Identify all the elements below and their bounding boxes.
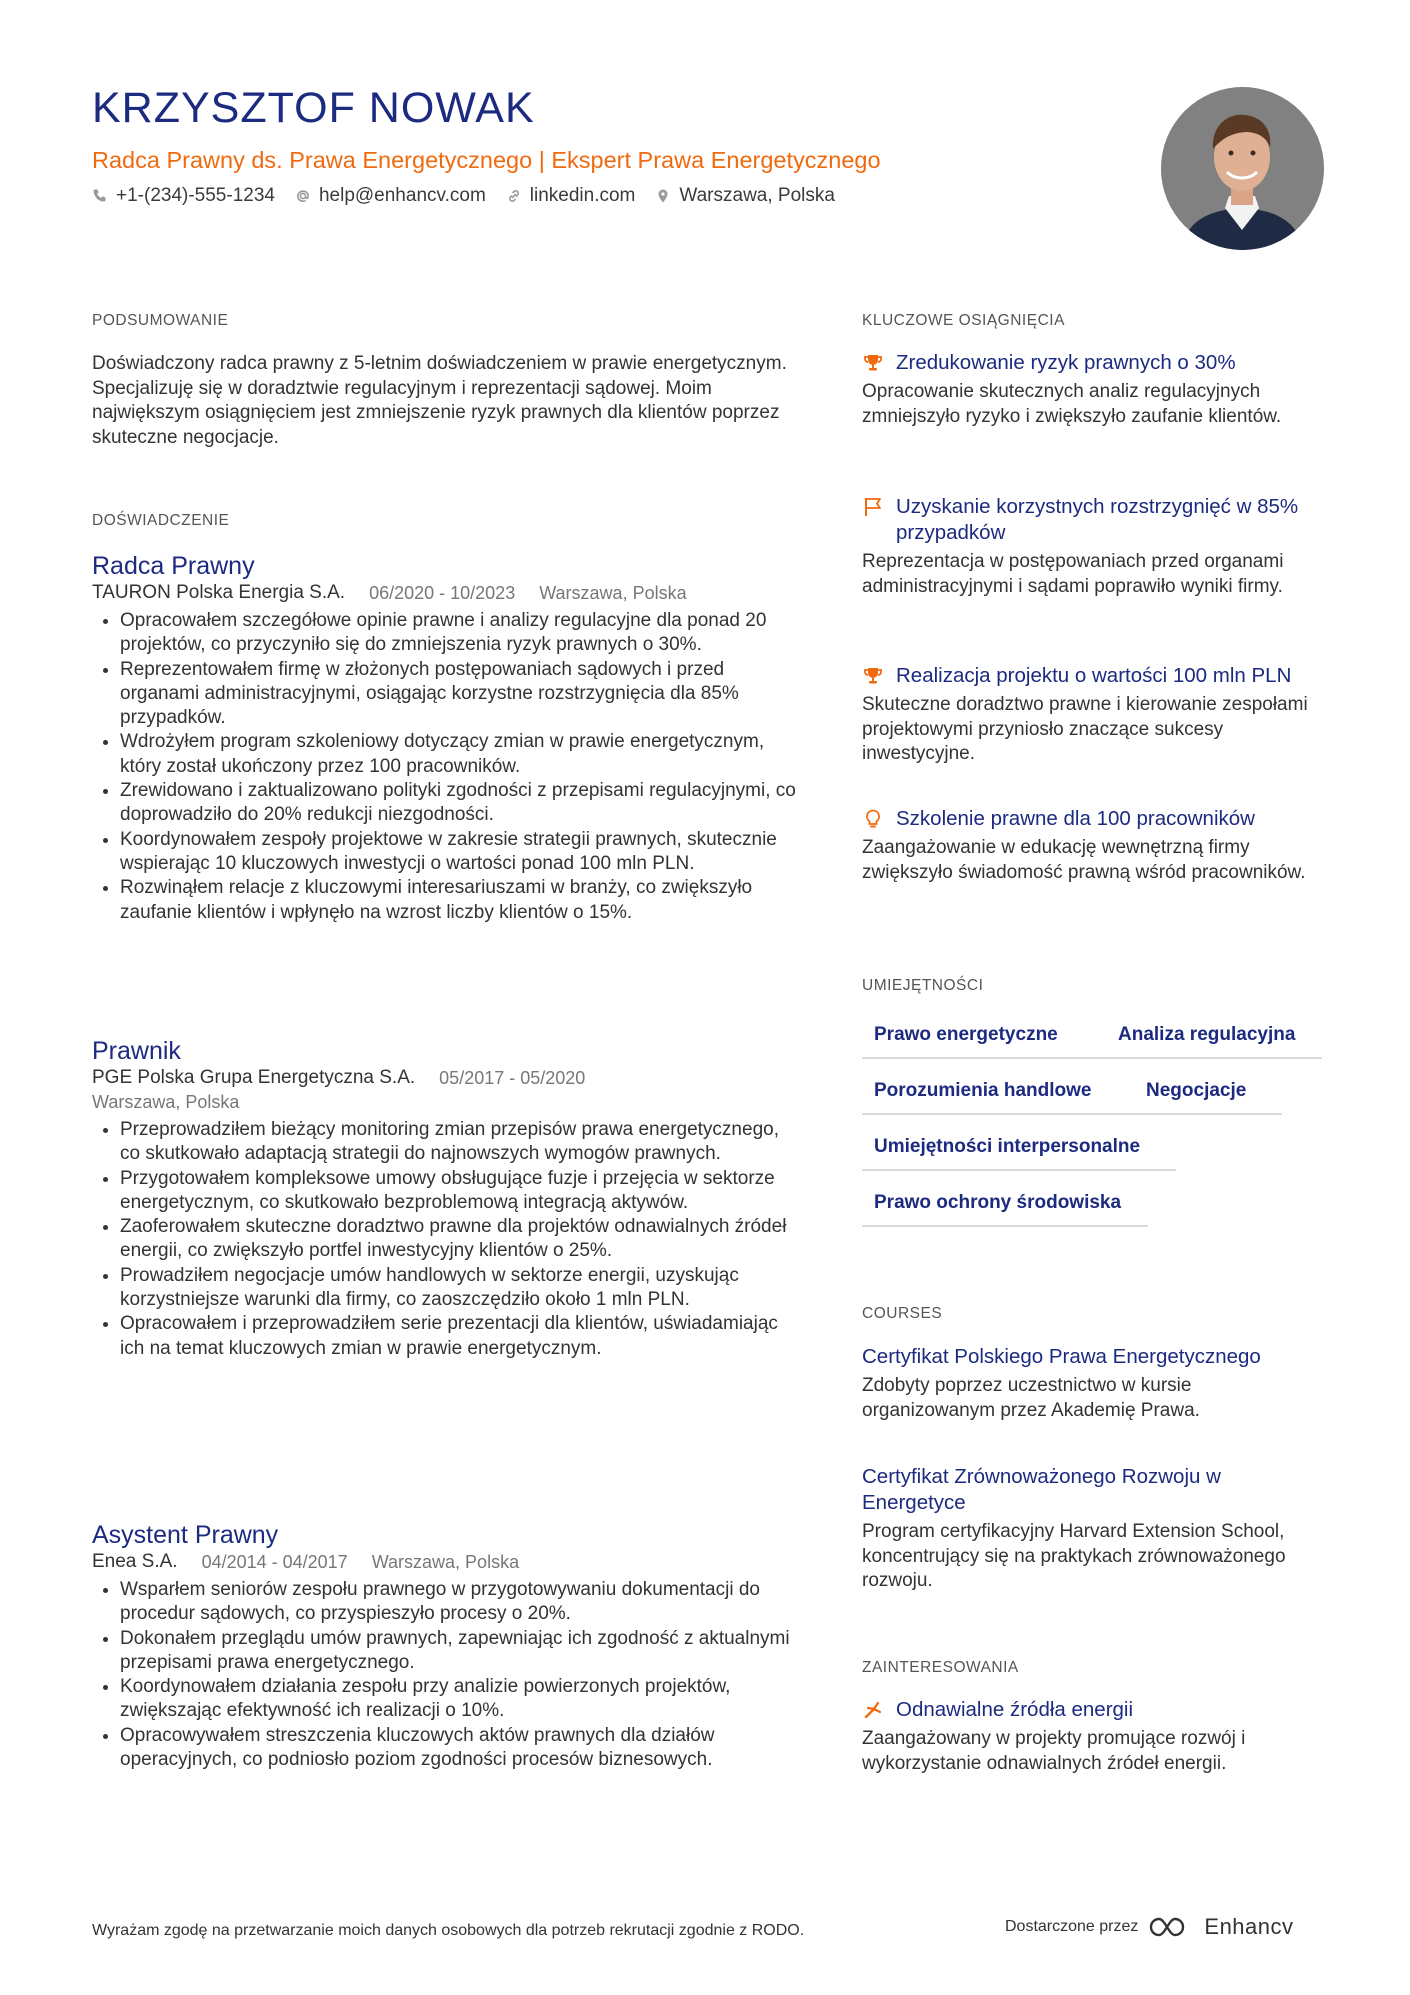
achievement-title: Szkolenie prawne dla 100 pracowników bbox=[896, 807, 1255, 830]
achievement-desc: Opracowanie skutecznych analiz regulacyjnych zmniejszyło ryzyko i zwiększyło zaufanie klientów. bbox=[862, 381, 1282, 427]
job-bullet: • Przeprowadziłem bieżący monitoring zmian przepisów prawa energetycznego, co skutkowało adaptacją strategii do najnowszych wymogów prawnych. bbox=[120, 1118, 797, 1167]
experience-section-title: DOŚWIADCZENIE bbox=[92, 512, 230, 529]
job-meta bbox=[92, 1066, 797, 1114]
profile-photo bbox=[1161, 87, 1324, 250]
enhancv-brand: Enhancv bbox=[1204, 1914, 1294, 1939]
summary-section-title: PODSUMOWANIE bbox=[92, 312, 229, 329]
trophy-icon bbox=[862, 665, 884, 687]
achievement-desc: Zaangażowanie w edukację wewnętrzną firmy zwiększyło świadomość prawną wśród pracowników. bbox=[862, 837, 1306, 883]
job-entry bbox=[92, 551, 797, 925]
renewable-energy-icon bbox=[862, 1699, 884, 1721]
job-bullet: • Zaoferowałem skuteczne doradztwo prawne dla projektów odnawialnych źródeł energii, co zwiększyło portfel inwestycyjny klientów o 25%. bbox=[120, 1215, 797, 1264]
phone-text: +1-(234)-555-1234 bbox=[116, 185, 275, 206]
location-text: Warszawa, Polska bbox=[679, 185, 835, 206]
lightbulb-icon bbox=[862, 808, 884, 830]
job-bullet: • Przygotowałem kompleksowe umowy obsługujące fuzje i przejęcia w sektorze energetycznym, co skutkowało bezproblemową integracją aktywów. bbox=[120, 1167, 797, 1216]
job-bullet: • Koordynowałem zespoły projektowe w zakresie strategii prawnych, skutecznie wspierając 10 kluczowych inwestycji o wartości ponad 100 mln PLN. bbox=[120, 828, 797, 877]
achievement-title: Uzyskanie korzystnych rozstrzygnięć w 85% przypadków bbox=[896, 495, 1299, 544]
headline: Radca Prawny ds. Prawa Energetycznego | Ekspert Prawa Energetycznego bbox=[92, 147, 881, 173]
enhancv-logo-icon bbox=[1148, 1915, 1194, 1939]
flag-icon bbox=[862, 496, 884, 518]
job-bullet: • Rozwinąłem relacje z kluczowymi interesariuszami w branży, co zwiększyło zaufanie klientów i wpłynęło na wzrost liczby klientów o 15%. bbox=[120, 876, 797, 925]
contact-bar bbox=[92, 185, 835, 207]
job-dates: 05/2017 - 05/2020 bbox=[439, 1068, 586, 1088]
job-bullet: • Wdrożyłem program szkoleniowy dotyczący zmian w prawie energetycznym, który został ukończony przez 100 pracowników. bbox=[120, 730, 797, 779]
skill-tag: Negocjacje bbox=[1134, 1079, 1282, 1115]
skill-tag: Porozumienia handlowe bbox=[862, 1079, 1134, 1115]
summary-text: Doświadczony radca prawny z 5-letnim doświadczeniem w prawie energetycznym. Specjalizuję się w doradztwie regulacyjnym i reprezentacji sądowej. Moim największym osiągnięciem jest zmniejszenie ryzyk prawnych dla klientów poprzez skuteczne negocjacje. bbox=[92, 353, 787, 448]
job-location: Warszawa, Polska bbox=[371, 1552, 520, 1572]
phone-icon bbox=[92, 188, 108, 204]
job-bullets bbox=[92, 609, 797, 925]
job-location: Warszawa, Polska bbox=[539, 583, 687, 603]
powered-by[interactable] bbox=[1005, 1914, 1294, 1940]
achievement-title: Zredukowanie ryzyk prawnych o 30% bbox=[896, 351, 1236, 374]
achievement-desc: Reprezentacja w postępowaniach przed organami administracyjnymi i sądami poprawiło wyniki firmy. bbox=[862, 551, 1284, 597]
contact-email[interactable] bbox=[295, 185, 486, 207]
candidate-name: KRZYSZTOF NOWAK bbox=[92, 84, 535, 132]
job-company: PGE Polska Grupa Energetyczna S.A. bbox=[92, 1067, 416, 1088]
job-bullet: • Opracowywałem streszczenia kluczowych aktów prawnych dla działów operacyjnych, co podniosło poziom zgodności procesów biznesowych. bbox=[120, 1724, 797, 1773]
job-title: Radca Prawny bbox=[92, 552, 255, 580]
job-bullet: • Reprezentowałem firmę w złożonych postępowaniach sądowych i przed organami administracyjnymi, osiągając korzystne rozstrzygnięcia dla 85% przypadków. bbox=[120, 658, 797, 731]
job-location: Warszawa, Polska bbox=[92, 1092, 240, 1112]
job-bullet: • Prowadziłem negocjacje umów handlowych w sektorze energii, uzyskując korzystniejsze warunki dla firmy, co zaoszczędziło około 1 mln PLN. bbox=[120, 1264, 797, 1313]
job-title: Asystent Prawny bbox=[92, 1521, 279, 1549]
job-entry bbox=[92, 1036, 797, 1361]
interests-section-title: ZAINTERESOWANIA bbox=[862, 1659, 1019, 1676]
gdpr-consent: Wyrażam zgodę na przetwarzanie moich danych osobowych dla potrzeb rekrutacji zgodnie z RODO. bbox=[92, 1922, 805, 1939]
job-bullet: • Wsparłem seniorów zespołu prawnego w przygotowywaniu dokumentacji do procedur sądowych, co przyspieszyło procesy o 20%. bbox=[120, 1578, 797, 1627]
course-desc: Zdobyty poprzez uczestnictwo w kursie organizowanym przez Akademię Prawa. bbox=[862, 1375, 1200, 1421]
achievement-item bbox=[862, 350, 1332, 429]
achievements-section-title: KLUCZOWE OSIĄGNIĘCIA bbox=[862, 312, 1065, 329]
interest-title: Odnawialne źródła energii bbox=[896, 1698, 1134, 1721]
achievement-item bbox=[862, 663, 1332, 767]
job-company: TAURON Polska Energia S.A. bbox=[92, 582, 346, 603]
interest-item bbox=[862, 1697, 1332, 1776]
skill-tag: Umiejętności interpersonalne bbox=[862, 1135, 1176, 1171]
location-pin-icon bbox=[655, 188, 671, 204]
job-bullets bbox=[92, 1578, 797, 1772]
job-bullet: • Opracowałem szczegółowe opinie prawne i analizy regulacyjne dla ponad 20 projektów, co przyczyniło się do zmniejszenia ryzyk prawnych o 30%. bbox=[120, 609, 797, 658]
job-meta bbox=[92, 1550, 797, 1574]
skills-section-title: UMIEJĘTNOŚCI bbox=[862, 977, 984, 994]
job-dates: 06/2020 - 10/2023 bbox=[369, 583, 516, 603]
job-bullet: • Koordynowałem działania zespołu przy analizie powierzonych projektów, zwiększając efektywność ich realizacji o 10%. bbox=[120, 1675, 797, 1724]
interest-desc: Zaangażowany w projekty promujące rozwój i wykorzystanie odnawialnych źródeł energii. bbox=[862, 1728, 1246, 1774]
course-item bbox=[862, 1344, 1302, 1423]
job-entry bbox=[92, 1520, 797, 1772]
job-company: Enea S.A. bbox=[92, 1551, 178, 1572]
course-desc: Program certyfikacyjny Harvard Extension School, koncentrujący się na praktykach zrównoważonego rozwoju. bbox=[862, 1521, 1286, 1591]
email-text: help@enhancv.com bbox=[318, 185, 486, 206]
courses-section-title: COURSES bbox=[862, 1305, 943, 1322]
powered-by-label: Dostarczone przez bbox=[1005, 1918, 1139, 1935]
course-title: Certyfikat Polskiego Prawa Energetycznego bbox=[862, 1345, 1261, 1368]
job-bullet: • Dokonałem przeglądu umów prawnych, zapewniając ich zgodność z aktualnymi przepisami prawa energetycznego. bbox=[120, 1627, 797, 1676]
job-bullet: • Zrewidowano i zaktualizowano polityki zgodności z przepisami regulacyjnymi, co doprowadziło do 20% redukcji niezgodności. bbox=[120, 779, 797, 828]
course-item bbox=[862, 1464, 1302, 1594]
at-icon bbox=[295, 188, 311, 204]
contact-phone[interactable] bbox=[92, 185, 275, 207]
job-bullets bbox=[92, 1118, 797, 1361]
job-meta bbox=[92, 581, 797, 605]
trophy-icon bbox=[862, 352, 884, 374]
link-icon bbox=[506, 188, 522, 204]
achievement-item bbox=[862, 806, 1332, 885]
achievement-desc: Skuteczne doradztwo prawne i kierowanie zespołami projektowymi przyniosło znaczące sukcesy inwestycyjne. bbox=[862, 694, 1308, 764]
linkedin-text: linkedin.com bbox=[529, 185, 636, 206]
job-bullet: • Opracowałem i przeprowadziłem serie prezentacji dla klientów, uświadamiając ich na temat kluczowych zmian w prawie energetycznym. bbox=[120, 1312, 797, 1361]
skill-tag: Prawo energetyczne bbox=[862, 1023, 1108, 1059]
achievement-item bbox=[862, 494, 1332, 599]
job-dates: 04/2014 - 04/2017 bbox=[201, 1552, 348, 1572]
contact-location bbox=[655, 185, 835, 207]
job-title: Prawnik bbox=[92, 1037, 181, 1065]
achievement-title: Realizacja projektu o wartości 100 mln PLN bbox=[896, 664, 1292, 687]
contact-linkedin[interactable] bbox=[506, 185, 636, 207]
skill-tag: Prawo ochrony środowiska bbox=[862, 1191, 1148, 1227]
course-title: Certyfikat Zrównoważonego Rozwoju w Energetyce bbox=[862, 1465, 1221, 1514]
skill-tag: Analiza regulacyjna bbox=[1106, 1023, 1322, 1059]
